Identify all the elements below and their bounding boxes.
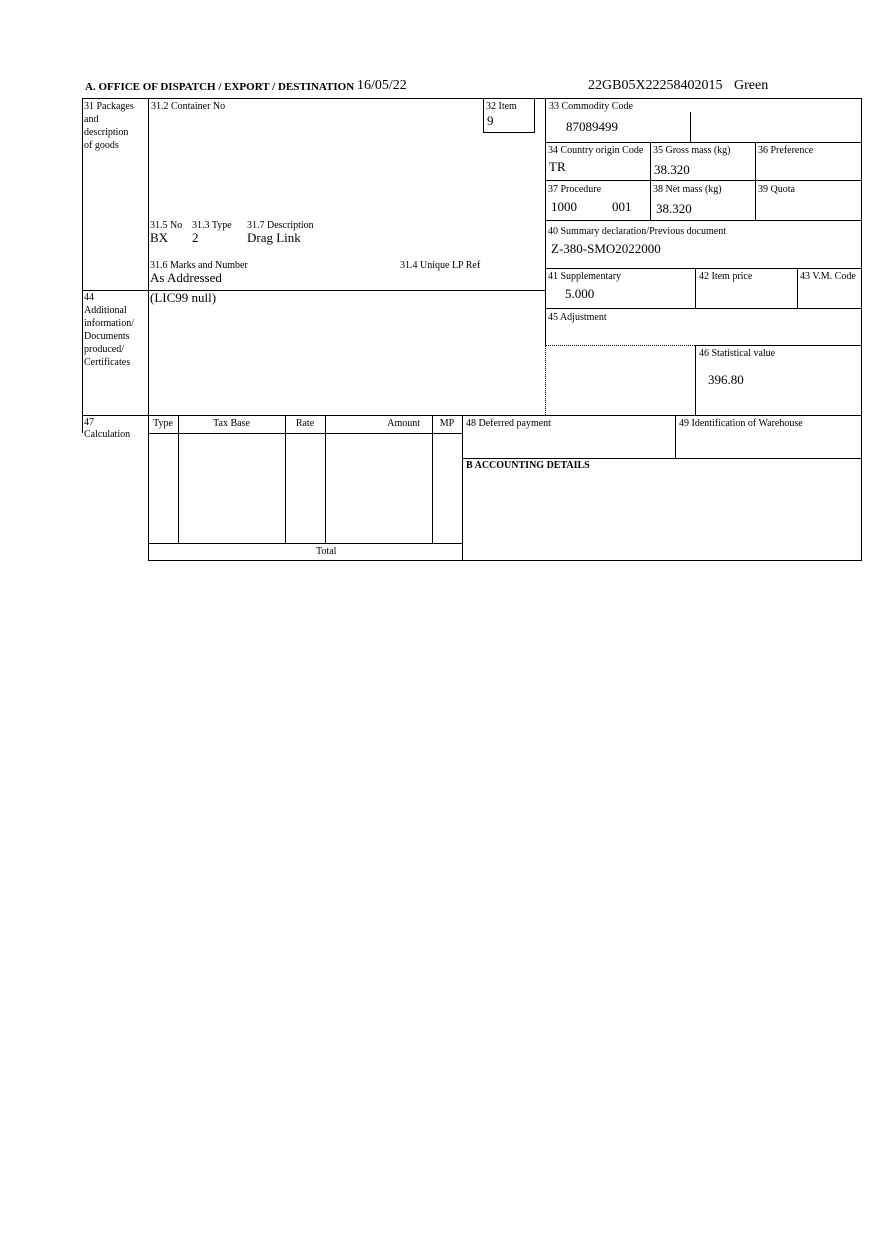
line <box>82 98 83 433</box>
marks-and-number-label: 31.6 Marks and Number <box>150 260 248 271</box>
line <box>82 415 862 416</box>
routing-status: Green <box>734 78 769 93</box>
line <box>695 345 861 346</box>
item-number-value: 9 <box>487 113 494 128</box>
line <box>148 543 462 544</box>
calc-header-rate: Rate <box>295 418 315 429</box>
line <box>148 433 462 434</box>
line <box>148 560 862 561</box>
summary-declaration-label: 40 Summary declaration/Previous document <box>548 226 727 237</box>
commodity-code-value: 87089499 <box>566 119 618 134</box>
net-mass-value: 38.320 <box>656 201 692 216</box>
country-origin-label: 34 Country origin Code <box>548 145 644 156</box>
quota-label: 39 Quota <box>758 184 795 195</box>
warehouse-identification-label: 49 Identification of Warehouse <box>679 418 803 429</box>
box44-label-line2: Additional <box>84 305 127 316</box>
box31-label-line3: description <box>84 127 129 138</box>
packages-type-label: 31.3 Type <box>192 220 232 231</box>
line <box>545 142 861 143</box>
container-no-label: 31.2 Container No <box>151 101 226 112</box>
box44-label-line4: Documents <box>84 331 130 342</box>
box31-label-line1: 31 Packages <box>84 101 134 112</box>
box31-label-line4: of goods <box>84 140 119 151</box>
line <box>432 415 433 543</box>
line <box>483 132 535 133</box>
item-price-label: 42 Item price <box>699 271 753 282</box>
line <box>675 415 676 458</box>
box44-label-line6: Certificates <box>84 357 131 368</box>
box31-label-line2: and <box>84 114 99 125</box>
line <box>545 180 861 181</box>
line <box>545 268 861 269</box>
marks-and-number-value: As Addressed <box>150 270 222 285</box>
dotted-line <box>545 345 695 346</box>
line <box>178 415 179 543</box>
box44-label-line1: 44 <box>84 292 94 303</box>
preference-label: 36 Preference <box>758 145 814 156</box>
accounting-details-label: B ACCOUNTING DETAILS <box>466 460 590 471</box>
statistical-value: 396.80 <box>708 372 744 387</box>
supplementary-label: 41 Supplementary <box>548 271 622 282</box>
line <box>695 345 696 415</box>
goods-description-value: Drag Link <box>247 230 301 245</box>
line <box>650 142 651 220</box>
line <box>545 220 861 221</box>
box44-label-line3: information/ <box>84 318 134 329</box>
line <box>325 415 326 543</box>
line <box>483 98 484 132</box>
additional-information-value: (LIC99 null) <box>150 290 217 305</box>
goods-description-label: 31.7 Description <box>247 220 314 231</box>
mrn-number: 22GB05X22258402015 <box>588 78 723 93</box>
procedure-value-2: 001 <box>612 199 632 214</box>
procedure-label: 37 Procedure <box>548 184 602 195</box>
vm-code-label: 43 V.M. Code <box>800 271 856 282</box>
supplementary-value: 5.000 <box>565 286 595 301</box>
procedure-value-1: 1000 <box>551 199 577 214</box>
line <box>797 268 798 308</box>
packages-no-value: BX <box>150 230 169 245</box>
country-origin-value: TR <box>549 159 566 174</box>
line <box>534 98 535 132</box>
office-of-dispatch-label: A. OFFICE OF DISPATCH / EXPORT / DESTINATION <box>85 81 355 93</box>
packages-no-label: 31.5 No <box>150 220 183 231</box>
calc-header-type: Type <box>153 418 173 429</box>
unique-lp-ref-label: 31.4 Unique LP Ref <box>400 260 481 271</box>
line <box>755 142 756 220</box>
box47-label-line1: 47 <box>84 417 94 428</box>
line <box>462 458 862 459</box>
summary-declaration-value: Z-380-SMO2022000 <box>551 241 661 256</box>
line <box>695 268 696 308</box>
packages-type-value: 2 <box>192 230 199 245</box>
net-mass-label: 38 Net mass (kg) <box>653 184 722 195</box>
calc-header-tax-base: Tax Base <box>213 418 250 429</box>
line <box>690 112 691 142</box>
line <box>545 308 861 309</box>
gross-mass-label: 35 Gross mass (kg) <box>653 145 731 156</box>
dotted-line <box>545 345 546 415</box>
calc-header-mp: MP <box>439 418 455 429</box>
adjustment-label: 45 Adjustment <box>548 312 607 323</box>
deferred-payment-label: 48 Deferred payment <box>466 418 551 429</box>
declaration-date: 16/05/22 <box>357 78 407 93</box>
statistical-value-label: 46 Statistical value <box>699 348 776 359</box>
line <box>462 415 463 560</box>
line <box>148 98 149 560</box>
line <box>861 98 862 560</box>
gross-mass-value: 38.320 <box>654 162 690 177</box>
item-number-label: 32 Item <box>486 101 517 112</box>
calc-header-amount: Amount <box>387 418 420 429</box>
box47-label-line2: Calculation <box>84 429 131 440</box>
commodity-code-label: 33 Commodity Code <box>549 101 633 112</box>
box44-label-line5: produced/ <box>84 344 124 355</box>
line <box>82 98 862 99</box>
calc-total-label: Total <box>316 546 337 557</box>
line <box>285 415 286 543</box>
